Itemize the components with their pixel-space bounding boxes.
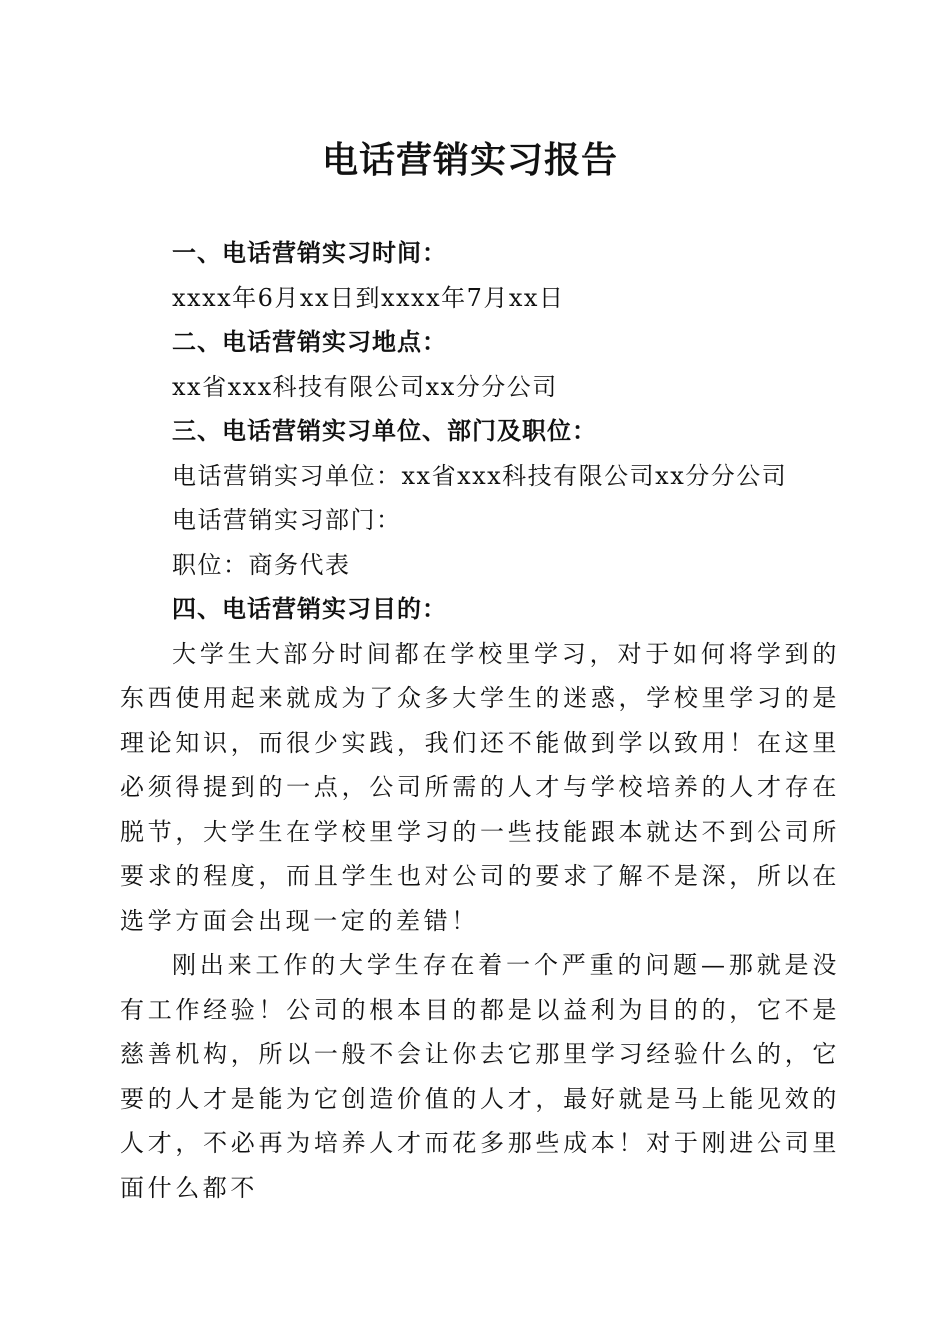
section-line-location: xx省xxx科技有限公司xx分分公司 [172,372,558,401]
section-heading-location: 二、电话营销实习地点： [172,328,447,356]
section-line-department: 电话营销实习部门： [172,506,402,534]
section-line-time: xxxx年6月xx日到xxxx年7月xx日 [172,283,565,312]
section-line-unit: 电话营销实习单位：xx省xxx科技有限公司xx分分公司 [172,461,788,490]
section-heading-purpose: 四、电话营销实习目的： [172,595,447,623]
document-body [120,231,840,1210]
section-heading-time: 一、电话营销实习时间： [172,239,447,267]
document-title: 电话营销实习报告 [321,139,618,181]
purpose-paragraph-1: 大学生大部分时间都在学校里学习，对于如何将学到的东西使用起来就成为了众多大学生的迷惑，学校里学习的是理论知识，而很少实践，我们还不能做到学以致用！在这里必须得提到的一点，公司所需的人才与学校培养的人才存在脱节，大学生在学校里学习的一些技能跟本就达不到公司所要求的程度，而且学生也对公司的要求了解不是深，所以在选学方面会出现一定的差错！ [120,639,840,935]
section-line-position: 职位：商务代表 [172,550,351,579]
section-heading-unit: 三、电话营销实习单位、部门及职位： [172,417,597,445]
purpose-paragraph-2: 刚出来工作的大学生存在着一个严重的问题—那就是没有工作经验！公司的根本目的都是以益利为目的的，它不是慈善机构，所以一般不会让你去它那里学习经验什么的，它要的人才是能为它创造价值的人才，最好就是马上能见效的人才，不必再为培养人才而花多那些成本！对于刚进公司里面什么都不 [120,951,840,1202]
